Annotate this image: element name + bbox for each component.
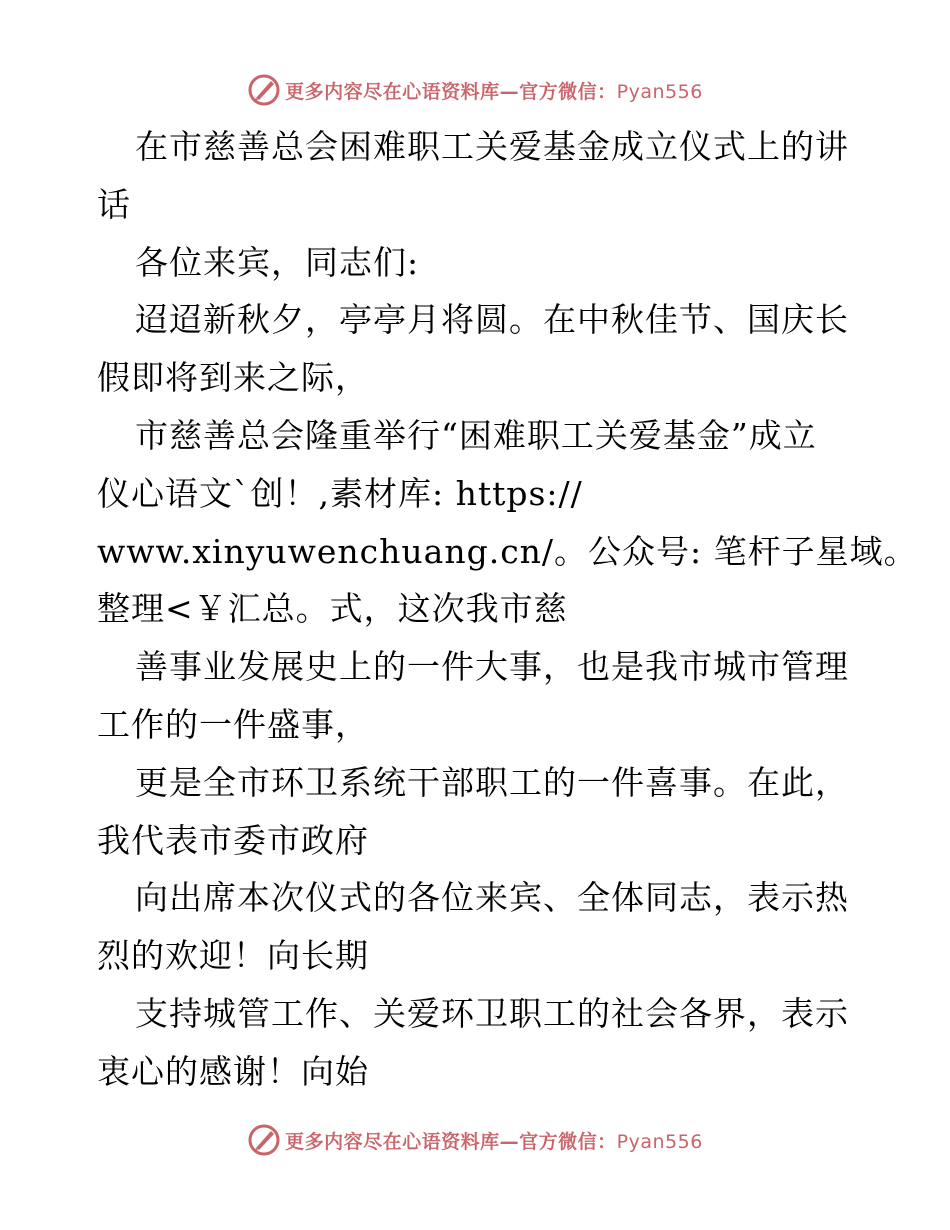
paragraph-line: 衷心的感谢！向始 [97,1051,369,1091]
paragraph-line: 市慈善总会隆重举行“困难职工关爱基金”成立 [135,415,817,455]
document-title-line-1: 在市慈善总会困难职工关爱基金成立仪式上的讲 [135,127,849,166]
footer-banner [0,1120,950,1160]
paragraph-line: 烈的欢迎！向长期 [97,936,369,976]
footer-banner-handle: Pyan556 [616,1130,703,1153]
header-banner-text [285,77,703,104]
footer-banner-label: 更多内容尽在心语资料库—官方微信： [285,1130,617,1153]
paragraph-line: 仪心语文`创！,素材库: https:// [97,473,583,513]
header-banner-label: 更多内容尽在心语资料库—官方微信： [285,80,617,103]
paragraph-line: 工作的一件盛事， [97,704,369,744]
salutation: 各位来宾，同志们: [135,242,420,282]
paragraph-line: 迢迢新秋夕，亭亭月将圆。在中秋佳节、国庆长 [135,300,849,340]
paragraph-line: 支持城管工作、关爱环卫职工的社会各界，表示 [135,993,849,1033]
document-body [97,118,918,1101]
paragraph-line: 假即将到来之际， [97,358,369,398]
document-title-line-2: 话 [97,184,131,224]
paragraph-line: 善事业发展史上的一件大事，也是我市城市管理 [135,647,849,687]
paragraph-line: 向出席本次仪式的各位来宾、全体同志，表示热 [135,878,849,918]
header-banner-handle: Pyan556 [616,80,703,103]
paragraph-line: 更是全市环卫系统干部职工的一件喜事。在此， [135,762,849,802]
paragraph-line: www.xinyuwenchuang.cn/。公众号: 笔杆子星域。 [97,531,918,571]
footer-banner-text [285,1127,703,1154]
paragraph-line: 整理<￥汇总。式，这次我市慈 [97,589,568,629]
header-banner [0,70,950,110]
paragraph-line: 我代表市委市政府 [97,820,369,860]
quill-pen-circle-icon [247,73,281,107]
quill-pen-circle-icon [247,1123,281,1157]
